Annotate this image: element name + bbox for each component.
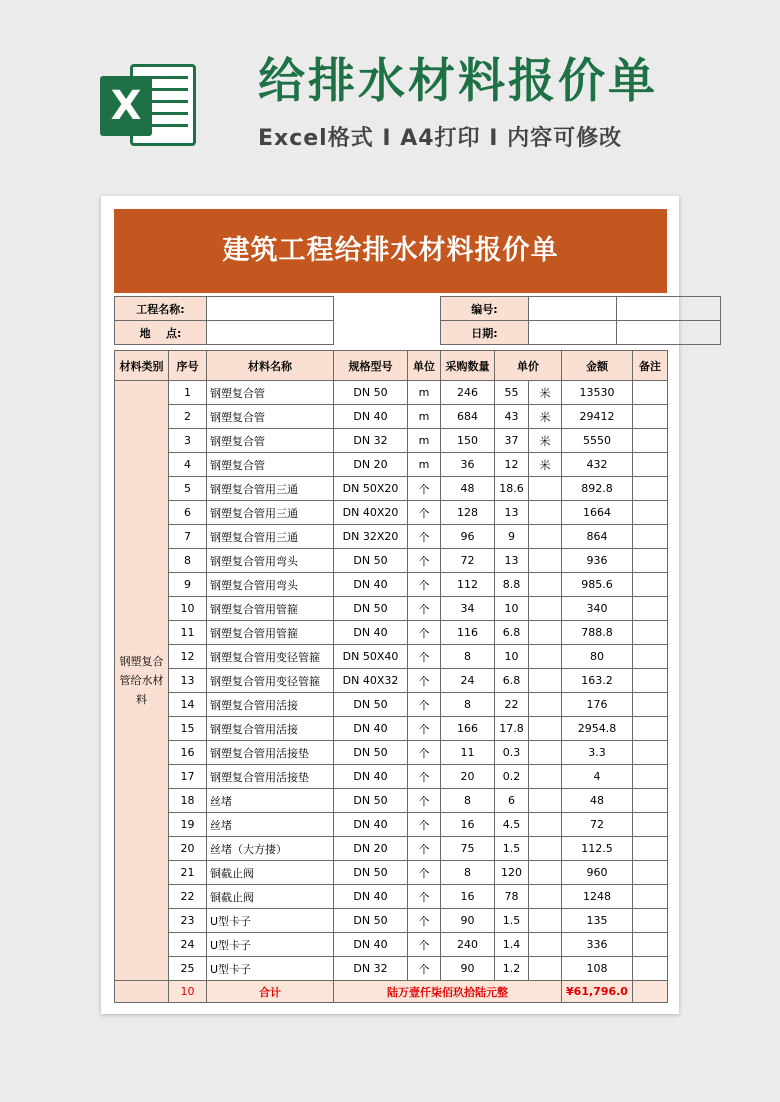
row-spec: DN 50 [334,909,408,933]
row-qty: 8 [441,645,495,669]
row-material-name: 钢塑复合管 [207,453,334,477]
row-amount: 135 [562,909,633,933]
row-no: 10 [169,597,207,621]
table-row [115,741,668,765]
row-remark [633,477,668,501]
row-material-name: 钢塑复合管用变径管箍 [207,645,334,669]
row-amount: 432 [562,453,633,477]
row-price-unit: 米 [529,429,562,453]
table-row [115,909,668,933]
header-gap [334,321,441,345]
row-remark [633,909,668,933]
row-price-unit [529,861,562,885]
row-material-name: 钢塑复合管用三通 [207,477,334,501]
code-field-extra[interactable] [617,297,721,321]
row-remark [633,501,668,525]
row-material-name: 钢塑复合管用管箍 [207,597,334,621]
row-material-name: 钢塑复合管 [207,429,334,453]
row-remark [633,885,668,909]
row-price-unit [529,765,562,789]
row-no: 9 [169,573,207,597]
row-unit: 个 [408,861,441,885]
header-gap [334,297,441,321]
row-spec: DN 50 [334,597,408,621]
row-price-unit [529,477,562,501]
row-no: 19 [169,813,207,837]
row-remark [633,645,668,669]
col-header-unit: 单位 [408,351,441,381]
row-qty: 8 [441,693,495,717]
row-price-unit [529,573,562,597]
table-row [115,837,668,861]
row-remark [633,429,668,453]
row-remark [633,669,668,693]
total-count: 10 [169,981,207,1003]
row-remark [633,861,668,885]
table-row [115,645,668,669]
row-no: 23 [169,909,207,933]
row-spec: DN 20 [334,453,408,477]
row-qty: 112 [441,573,495,597]
row-spec: DN 40 [334,885,408,909]
row-spec: DN 50 [334,741,408,765]
row-unit: 个 [408,765,441,789]
table-row [115,789,668,813]
table-row [115,693,668,717]
table-row [115,765,668,789]
row-qty: 8 [441,789,495,813]
row-spec: DN 40 [334,405,408,429]
row-no: 15 [169,717,207,741]
row-price: 4.5 [495,813,529,837]
row-no: 12 [169,645,207,669]
row-no: 22 [169,885,207,909]
row-qty: 116 [441,621,495,645]
row-remark [633,693,668,717]
row-material-name: 丝堵 [207,789,334,813]
table-row [115,477,668,501]
row-spec: DN 40 [334,573,408,597]
row-spec: DN 40X32 [334,669,408,693]
row-remark [633,621,668,645]
date-field-extra[interactable] [617,321,721,345]
row-amount: 176 [562,693,633,717]
row-qty: 72 [441,549,495,573]
row-qty: 34 [441,597,495,621]
code-label: 编号: [441,297,529,321]
row-qty: 16 [441,885,495,909]
row-qty: 128 [441,501,495,525]
row-no: 11 [169,621,207,645]
row-price: 18.6 [495,477,529,501]
row-no: 24 [169,933,207,957]
row-price-unit [529,789,562,813]
row-remark [633,405,668,429]
row-qty: 16 [441,813,495,837]
row-material-name: 铜截止阀 [207,861,334,885]
row-no: 14 [169,693,207,717]
row-qty: 246 [441,381,495,405]
row-price-unit [529,693,562,717]
row-material-name: 丝堵（大方捿） [207,837,334,861]
row-no: 7 [169,525,207,549]
row-unit: 个 [408,885,441,909]
row-no: 18 [169,789,207,813]
date-label: 日期: [441,321,529,345]
row-qty: 240 [441,933,495,957]
row-spec: DN 40 [334,765,408,789]
table-row [115,573,668,597]
row-amount: 788.8 [562,621,633,645]
row-spec: DN 50X40 [334,645,408,669]
col-header-amount: 金额 [562,351,633,381]
row-unit: 个 [408,573,441,597]
row-price-unit [529,621,562,645]
row-material-name: 钢塑复合管用活接 [207,717,334,741]
total-label: 合计 [207,981,334,1003]
row-price-unit [529,501,562,525]
row-material-name: 钢塑复合管用活接垫 [207,741,334,765]
row-amount: 112.5 [562,837,633,861]
table-row [115,621,668,645]
table-row [115,549,668,573]
row-spec: DN 32X20 [334,525,408,549]
row-price: 13 [495,549,529,573]
materials-table-body [115,351,668,1003]
row-unit: 个 [408,645,441,669]
row-price: 6.8 [495,621,529,645]
row-price: 13 [495,501,529,525]
col-header-name: 材料名称 [207,351,334,381]
row-no: 2 [169,405,207,429]
total-amount-words: 陆万壹仟柒佰玖拾陆元整 [334,981,562,1003]
project-name-label: 工程名称: [115,297,207,321]
row-material-name: U型卡子 [207,933,334,957]
row-price: 9 [495,525,529,549]
row-material-name: 钢塑复合管用三通 [207,501,334,525]
table-row [115,501,668,525]
row-price-unit [529,525,562,549]
row-remark [633,549,668,573]
row-price-unit: 米 [529,453,562,477]
row-amount: 29412 [562,405,633,429]
col-header-price: 单价 [495,351,562,381]
row-amount: 72 [562,813,633,837]
row-amount: 5550 [562,429,633,453]
row-amount: 864 [562,525,633,549]
row-qty: 36 [441,453,495,477]
excel-x-icon: X [100,76,152,136]
page-subtitle: Excel格式 I A4打印 I 内容可修改 [258,126,623,151]
table-row [115,813,668,837]
table-row [115,405,668,429]
row-no: 8 [169,549,207,573]
row-no: 5 [169,477,207,501]
row-spec: DN 50 [334,381,408,405]
row-spec: DN 50 [334,861,408,885]
table-row [115,861,668,885]
row-remark [633,933,668,957]
category-cell: 钢塑复合管给水材料 [115,381,169,981]
col-header-qty: 采购数量 [441,351,495,381]
row-price: 1.5 [495,909,529,933]
row-amount: 80 [562,645,633,669]
row-price: 22 [495,693,529,717]
row-material-name: 丝堵 [207,813,334,837]
row-amount: 936 [562,549,633,573]
location-field[interactable] [207,321,334,345]
row-remark [633,741,668,765]
row-unit: 个 [408,957,441,981]
table-row [115,597,668,621]
project-name-field[interactable] [207,297,334,321]
row-price-unit [529,909,562,933]
row-no: 4 [169,453,207,477]
row-material-name: 钢塑复合管用活接垫 [207,765,334,789]
row-price-unit [529,669,562,693]
row-amount: 1248 [562,885,633,909]
row-material-name: 钢塑复合管用三通 [207,525,334,549]
row-no: 20 [169,837,207,861]
row-spec: DN 40 [334,717,408,741]
date-field[interactable] [529,321,617,345]
row-unit: 个 [408,549,441,573]
row-price: 1.5 [495,837,529,861]
row-unit: 个 [408,813,441,837]
row-remark [633,717,668,741]
row-qty: 96 [441,525,495,549]
row-spec: DN 40 [334,933,408,957]
row-amount: 985.6 [562,573,633,597]
row-unit: 个 [408,669,441,693]
row-spec: DN 40X20 [334,501,408,525]
row-amount: 892.8 [562,477,633,501]
row-remark [633,765,668,789]
row-spec: DN 40 [334,621,408,645]
row-no: 25 [169,957,207,981]
row-qty: 150 [441,429,495,453]
row-amount: 3.3 [562,741,633,765]
row-remark [633,525,668,549]
row-unit: m [408,429,441,453]
row-price-unit [529,885,562,909]
row-material-name: 钢塑复合管用管箍 [207,621,334,645]
row-price: 0.3 [495,741,529,765]
table-row [115,525,668,549]
row-price-unit [529,837,562,861]
row-amount: 336 [562,933,633,957]
row-material-name: 钢塑复合管 [207,405,334,429]
row-amount: 13530 [562,381,633,405]
row-spec: DN 50 [334,789,408,813]
row-material-name: 钢塑复合管用弯头 [207,549,334,573]
total-category-cell [115,981,169,1003]
row-unit: 个 [408,741,441,765]
page-title: 给排水材料报价单 [258,54,658,109]
row-remark [633,453,668,477]
row-amount: 1664 [562,501,633,525]
row-unit: 个 [408,501,441,525]
row-qty: 20 [441,765,495,789]
table-header-row [115,351,668,381]
row-unit: 个 [408,621,441,645]
row-remark [633,789,668,813]
row-price-unit [529,597,562,621]
row-material-name: U型卡子 [207,957,334,981]
row-price: 43 [495,405,529,429]
table-row [115,381,668,405]
total-row [115,981,668,1003]
row-spec: DN 50 [334,549,408,573]
row-price: 8.8 [495,573,529,597]
row-price-unit [529,813,562,837]
row-qty: 24 [441,669,495,693]
table-row [115,669,668,693]
row-price: 6.8 [495,669,529,693]
row-unit: 个 [408,909,441,933]
code-field[interactable] [529,297,617,321]
row-qty: 48 [441,477,495,501]
row-spec: DN 32 [334,957,408,981]
row-unit: 个 [408,477,441,501]
row-price: 17.8 [495,717,529,741]
row-price: 1.4 [495,933,529,957]
row-unit: 个 [408,693,441,717]
row-qty: 684 [441,405,495,429]
row-spec: DN 20 [334,837,408,861]
row-spec: DN 50X20 [334,477,408,501]
row-qty: 90 [441,909,495,933]
row-unit: m [408,453,441,477]
row-price-unit [529,549,562,573]
row-remark [633,957,668,981]
row-price-unit [529,933,562,957]
row-price: 37 [495,429,529,453]
row-price: 10 [495,645,529,669]
row-price: 78 [495,885,529,909]
total-amount: ¥61,796.0 [562,981,633,1003]
row-material-name: 钢塑复合管用活接 [207,693,334,717]
row-no: 16 [169,741,207,765]
row-price-unit: 米 [529,405,562,429]
row-price: 55 [495,381,529,405]
row-no: 21 [169,861,207,885]
row-unit: m [408,381,441,405]
row-unit: 个 [408,837,441,861]
row-amount: 960 [562,861,633,885]
table-row [115,957,668,981]
row-unit: 个 [408,789,441,813]
col-header-spec: 规格型号 [334,351,408,381]
row-amount: 163.2 [562,669,633,693]
row-remark [633,837,668,861]
row-amount: 4 [562,765,633,789]
row-material-name: 铜截止阀 [207,885,334,909]
row-material-name: 钢塑复合管用弯头 [207,573,334,597]
row-qty: 11 [441,741,495,765]
col-header-no: 序号 [169,351,207,381]
row-price-unit [529,645,562,669]
sheet-title: 建筑工程给排水材料报价单 [114,209,667,293]
row-amount: 340 [562,597,633,621]
row-amount: 108 [562,957,633,981]
row-spec: DN 32 [334,429,408,453]
table-row [115,717,668,741]
row-price: 10 [495,597,529,621]
col-header-category: 材料类别 [115,351,169,381]
row-remark [633,813,668,837]
row-price: 1.2 [495,957,529,981]
row-no: 17 [169,765,207,789]
row-spec: DN 50 [334,693,408,717]
row-price: 0.2 [495,765,529,789]
row-remark [633,573,668,597]
row-remark [633,597,668,621]
total-remark [633,981,668,1003]
row-amount: 2954.8 [562,717,633,741]
excel-logo [100,56,200,152]
col-header-remark: 备注 [633,351,668,381]
table-row [115,429,668,453]
row-unit: 个 [408,933,441,957]
row-price-unit [529,717,562,741]
row-qty: 90 [441,957,495,981]
row-no: 1 [169,381,207,405]
row-no: 3 [169,429,207,453]
table-row [115,885,668,909]
header-info-table [114,296,721,345]
row-spec: DN 40 [334,813,408,837]
row-material-name: 钢塑复合管用变径管箍 [207,669,334,693]
row-price: 12 [495,453,529,477]
row-price: 6 [495,789,529,813]
materials-table [114,350,668,1003]
row-material-name: U型卡子 [207,909,334,933]
row-qty: 8 [441,861,495,885]
row-price: 120 [495,861,529,885]
row-unit: 个 [408,525,441,549]
row-no: 13 [169,669,207,693]
row-qty: 75 [441,837,495,861]
row-price-unit [529,741,562,765]
row-amount: 48 [562,789,633,813]
table-row [115,453,668,477]
row-remark [633,381,668,405]
row-unit: 个 [408,717,441,741]
location-label: 地 点: [115,321,207,345]
row-material-name: 钢塑复合管 [207,381,334,405]
table-row [115,933,668,957]
row-price-unit [529,957,562,981]
row-price-unit: 米 [529,381,562,405]
row-unit: 个 [408,597,441,621]
row-qty: 166 [441,717,495,741]
row-unit: m [408,405,441,429]
row-no: 6 [169,501,207,525]
